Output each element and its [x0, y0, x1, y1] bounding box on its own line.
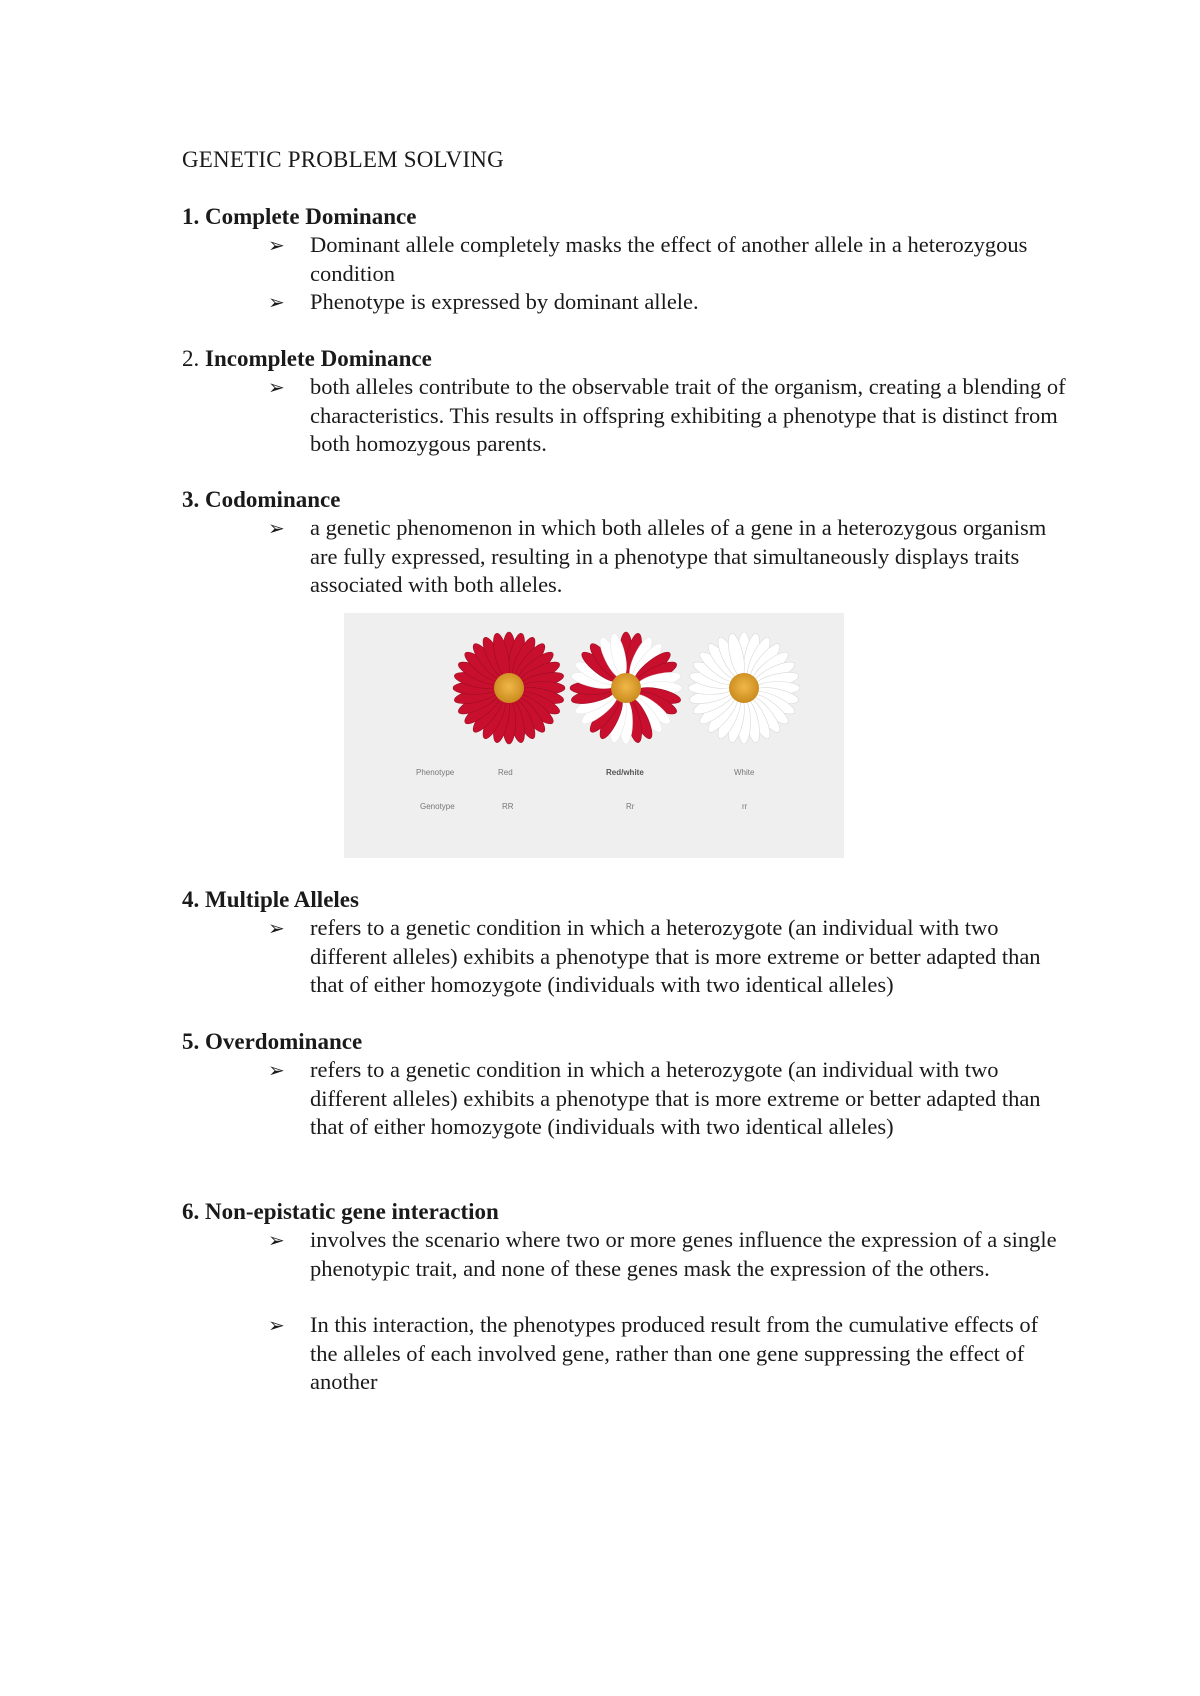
bullet-text: refers to a genetic condition in which a heterozygote (an individual with two different alleles) exhibits a phenotype that is more extreme or better adapted than that of either homozygote (individuals with two identical alleles)	[310, 915, 1041, 997]
arrow-bullet-icon: ➢	[268, 233, 285, 257]
section-heading-complete-dominance	[182, 203, 416, 231]
section-heading-incomplete-dominance	[182, 345, 432, 373]
section-number: 2.	[182, 346, 200, 371]
red-white-flower	[570, 632, 682, 744]
section-title: Multiple Alleles	[205, 887, 359, 912]
arrow-bullet-icon: ➢	[268, 1313, 285, 1337]
arrow-bullet-icon: ➢	[268, 1058, 285, 1082]
bullet-text: refers to a genetic condition in which a heterozygote (an individual with two different alleles) exhibits a phenotype that is more extreme or better adapted than that of either homozygote (individuals with two identical alleles)	[310, 1057, 1041, 1139]
flower-center	[611, 673, 641, 703]
genotype-label-rr-hetero: Rr	[626, 802, 635, 811]
phenotype-row-label: Phenotype	[416, 768, 455, 777]
section-heading-codominance	[182, 486, 340, 514]
genotype-label-rr-recessive: rr	[742, 802, 748, 811]
document-title: GENETIC PROBLEM SOLVING	[182, 147, 504, 172]
arrow-bullet-icon: ➢	[268, 516, 285, 540]
section-number: 1.	[182, 204, 200, 229]
section-title: Overdominance	[205, 1029, 363, 1054]
flower-center	[729, 673, 759, 703]
red-flower	[453, 632, 565, 744]
bullet-text: involves the scenario where two or more genes influence the expression of a single phenotypic trait, and none of these genes mask the expression of the others.	[310, 1227, 1057, 1281]
phenotype-label-white: White	[734, 768, 755, 777]
arrow-bullet-icon: ➢	[268, 1228, 285, 1252]
bullet-text: both alleles contribute to the observable trait of the organism, creating a blending of characteristics. This results in offspring exhibiting a phenotype that is distinct from both homozygous parents.	[310, 374, 1066, 456]
section-number: 5.	[182, 1029, 200, 1054]
flower-illustration	[344, 613, 844, 858]
genotype-row-label: Genotype	[420, 802, 455, 811]
codominance-flower-figure	[344, 613, 844, 858]
section-title: Non-epistatic gene interaction	[205, 1199, 499, 1224]
bullet-text: In this interaction, the phenotypes produced result from the cumulative effects of the alleles of each involved gene, rather than one gene suppressing the effect of another	[310, 1312, 1039, 1394]
section-number: 6.	[182, 1199, 200, 1224]
section-number: 4.	[182, 887, 200, 912]
bullet-text: Phenotype is expressed by dominant allele.	[310, 289, 699, 314]
section-title: Codominance	[205, 487, 341, 512]
arrow-bullet-icon: ➢	[268, 916, 285, 940]
phenotype-label-red: Red	[498, 768, 513, 777]
section-heading-multiple-alleles	[182, 886, 359, 914]
phenotype-label-red-white: Red/white	[606, 768, 644, 777]
white-flower	[688, 632, 800, 744]
genotype-label-rr-dominant: RR	[502, 802, 514, 811]
bullet-text: a genetic phenomenon in which both alleles of a gene in a heterozygous organism are fully expressed, resulting in a phenotype that simultaneously displays traits associated with both alleles.	[310, 515, 1047, 597]
section-title: Complete Dominance	[205, 204, 417, 229]
section-heading-non-epistatic	[182, 1198, 499, 1226]
arrow-bullet-icon: ➢	[268, 290, 285, 314]
section-title: Incomplete Dominance	[205, 346, 432, 371]
section-number: 3.	[182, 487, 200, 512]
section-heading-overdominance	[182, 1028, 362, 1056]
arrow-bullet-icon: ➢	[268, 375, 285, 399]
bullet-text: Dominant allele completely masks the effect of another allele in a heterozygous condition	[310, 232, 1028, 286]
flower-center	[494, 673, 524, 703]
